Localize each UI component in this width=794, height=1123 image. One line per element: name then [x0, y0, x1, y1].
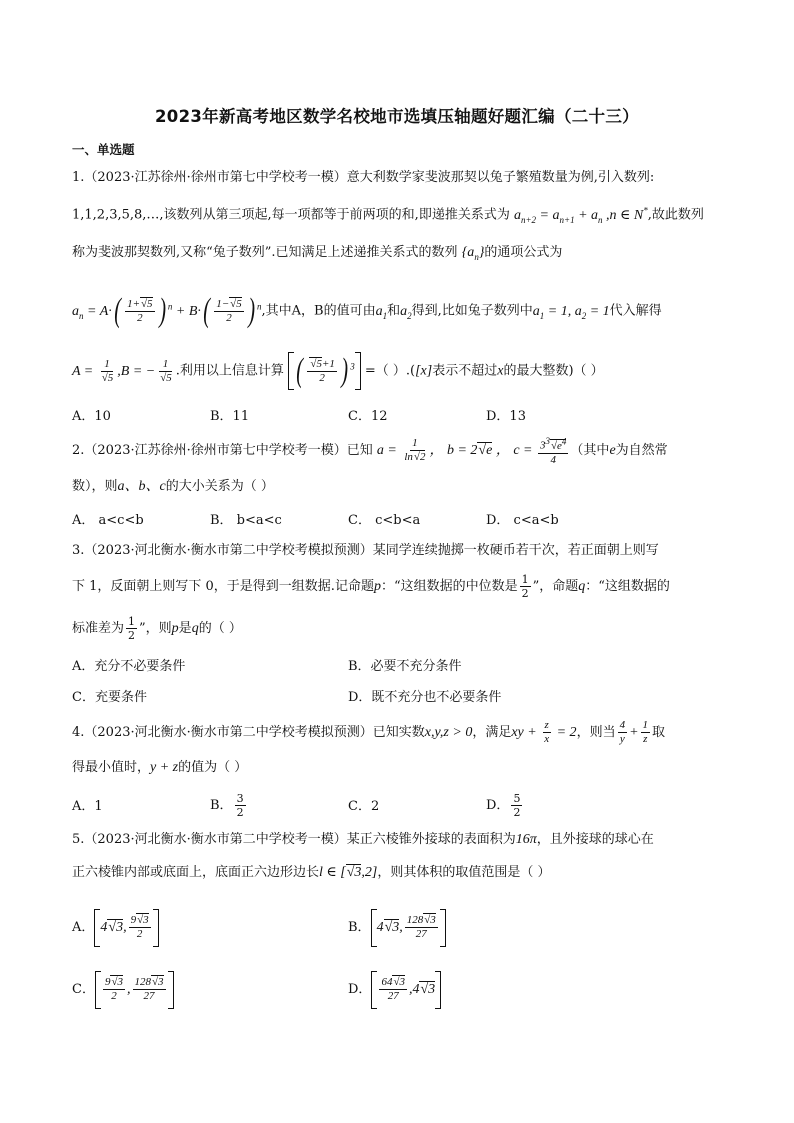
q3-text: ”，命题 — [532, 579, 579, 594]
q4-text: 的值为（ ） — [178, 760, 248, 775]
q3-option-c[interactable]: C．充要条件 — [72, 690, 147, 705]
q4-option-d[interactable] — [486, 792, 524, 819]
q3-q-symbol: q — [191, 621, 199, 636]
q5-line-2 — [72, 864, 551, 882]
q5-option-d[interactable] — [348, 970, 441, 1010]
q4-option-label: D． — [486, 798, 510, 813]
q3-line-1: 3.（2023·河北衡水·衡水市第二中学校考模拟预测）某同学连续抛掷一枚硬币若干次，若正面朝上则写 — [72, 543, 659, 558]
q4-text: ，则当 — [576, 725, 616, 740]
q1-a1: $a_1$ — [375, 303, 388, 321]
q3-p-symbol: p — [373, 579, 381, 594]
q1-general-formula: $a_n = A\cdot$( $\frac{1+√5}{2}$ ) $^n$ + B·( $\frac{1-√5}{2}$ ) $^n$ — [72, 292, 262, 330]
q2-line-1 — [72, 434, 668, 468]
q1-text: =（ ）.( — [364, 363, 416, 379]
q2-option-b[interactable]: B． b<a<c — [210, 513, 282, 528]
q1-line-1: 1.（2023·江苏徐州·徐州市第七中学校考一模）意大利数学家斐波那契以兔子繁殖数量为例,引入数列: — [72, 170, 655, 185]
q5-edge-range: l ∈ [√3,2] — [319, 865, 378, 880]
q1-sequence: 1,1,2,3,5,8,… — [72, 207, 160, 223]
q5-option-label: D． — [348, 982, 372, 997]
q5-option-c[interactable] — [72, 970, 174, 1010]
q1-coefficients: A = $\frac{1}{√5}$ ,B = − $\frac{1}{√5}$ — [72, 357, 172, 384]
q5-line-1 — [72, 831, 654, 849]
q1-line-4 — [72, 286, 662, 330]
q3-text: 下 1，反面朝上则写下 0，于是得到一组数据.记命题 — [72, 579, 374, 594]
q1-text: 表示不超过 — [432, 363, 498, 379]
q5-option-label: B． — [348, 920, 371, 935]
q1-floor-expression: ( $\frac{√5+1}{2}$ ) $^3$ — [288, 364, 361, 379]
page-title: 2023年新高考地区数学名校地市选填压轴题好题汇编（二十三） — [155, 107, 639, 126]
q4-option-d-value: $\frac{5}{2}$ — [513, 792, 521, 819]
q3-p-symbol: p — [171, 621, 179, 636]
q2-line-2 — [72, 478, 274, 496]
q3-text: ”，则 — [139, 621, 172, 636]
q4-condition: x,y,z > 0 — [424, 725, 473, 740]
q2-e-symbol: e — [609, 443, 616, 458]
q1-recurrence-formula: $a_{n+2} = a_{n+1} + a_n$ ,n ∈ N* — [513, 205, 648, 225]
q3-q-symbol: q — [578, 579, 586, 594]
q4-text: ，满足 — [472, 725, 512, 740]
q5-option-a[interactable] — [72, 908, 159, 948]
q2-text: （其中 — [570, 443, 610, 458]
q2-text: 的大小关系为（ ） — [165, 479, 274, 494]
q3-option-b[interactable]: B．必要不充分条件 — [348, 659, 462, 674]
q2-option-a[interactable]: A． a<c<b — [72, 513, 144, 528]
q2-option-d[interactable]: D． c<a<b — [486, 513, 559, 528]
q5-option-label: A． — [72, 920, 95, 935]
q1-text: ,故此数列 — [647, 207, 704, 223]
q1-text: 的最大整数)（ ） — [503, 363, 604, 379]
q1-option-b[interactable]: B．11 — [210, 409, 250, 424]
q3-option-d[interactable]: D．既不充分也不必要条件 — [348, 690, 502, 705]
q5-option-c-value: $\frac{9√3}{2}$ , $\frac{128√3}{27}$ — [95, 982, 174, 997]
q3-half-fraction: $\frac{1}{2}$ — [521, 573, 529, 600]
q1-initial-values: $a_1 = 1$, $a_2 = 1$ — [532, 303, 610, 321]
q5-text: ，则其体积的取值范围是（ ） — [377, 865, 551, 880]
q5-option-a-value: 4√3, $\frac{9√3}{2}$ — [94, 920, 158, 935]
q3-text: 的（ ） — [198, 621, 242, 636]
q1-line-3 — [72, 244, 562, 266]
q5-area: 16π — [515, 832, 537, 847]
q1-text: 的通项公式为 — [484, 245, 563, 260]
q1-option-c[interactable]: C．12 — [348, 409, 388, 424]
q4-option-label: B． — [210, 798, 233, 813]
q2-text: 为自然常 — [615, 443, 668, 458]
q2-text: 2.（2023·江苏徐州·徐州市第七中学校考一模）已知 — [72, 443, 373, 458]
q4-line-1 — [72, 716, 665, 750]
q1-option-a[interactable]: A．10 — [72, 409, 111, 424]
q1-line-5 — [72, 346, 604, 390]
q3-text: 标准差为 — [72, 621, 125, 636]
q3-text: ：“这组数据的中位数是 — [380, 579, 518, 594]
q1-x-symbol: x — [497, 363, 504, 379]
q4-text: 得最小值时， — [72, 760, 151, 775]
q1-text: ,其中A，B的值可由 — [261, 303, 376, 319]
q3-text: ：“这组数据的 — [585, 579, 670, 594]
q4-text: 4.（2023·河北衡水·衡水市第二中学校考模拟预测）已知实数 — [72, 725, 425, 740]
q5-text: 5.（2023·河北衡水·衡水市第二中学校考一模）某正六棱锥外接球的表面积为 — [72, 832, 516, 847]
q2-variables: a、b、c — [117, 479, 166, 494]
q4-option-c[interactable]: C．2 — [348, 799, 380, 814]
q5-text: 正六棱锥内部或底面上，底面正六边形边长 — [72, 865, 320, 880]
q2-option-c[interactable]: C． c<b<a — [348, 513, 421, 528]
section-heading: 一、单选题 — [72, 142, 135, 157]
q4-expression: $\frac{4}{y}$ + $\frac{1}{z}$ — [619, 719, 649, 746]
q2-definitions: a = $\frac{1}{\ln√2}$ ， b = 2√e ， c = $\frac{3^3√e^4}{4}$ — [376, 435, 567, 466]
q5-option-b[interactable] — [348, 908, 446, 948]
q3-half-fraction: $\frac{1}{2}$ — [128, 615, 136, 642]
q1-line-2 — [72, 201, 704, 228]
q1-text: 称为斐波那契数列,又称“兔子数列”.已知满足上述递推关系式的数列 — [72, 245, 458, 260]
q1-sequence-symbol: $\{a_n\}$ — [461, 245, 485, 262]
q3-line-2 — [72, 572, 670, 602]
q3-line-3 — [72, 614, 242, 644]
q1-floor-symbol: [x] — [415, 363, 433, 379]
q1-text: ,该数列从第三项起,每一项都等于前两项的和,即递推关系式为 — [159, 207, 510, 223]
q4-sum: y + z — [150, 760, 179, 775]
q5-option-b-value: 4√3, $\frac{128√3}{27}$ — [371, 920, 446, 935]
q5-text: ，且外接球的球心在 — [536, 832, 654, 847]
q1-text: 得到,比如兔子数列中 — [411, 303, 533, 319]
q1-option-d[interactable]: D．13 — [486, 409, 526, 424]
q1-text: 代入解得 — [609, 303, 662, 319]
q4-text: 取 — [652, 725, 666, 740]
q3-text: 是 — [178, 621, 192, 636]
q4-equation: xy + $\frac{z}{x}$ = 2 — [511, 719, 577, 746]
q5-option-label: C． — [72, 982, 95, 997]
q3-option-a[interactable]: A．充分不必要条件 — [72, 659, 186, 674]
q1-a2: $a_2$ — [400, 303, 412, 321]
q1-text: .利用以上信息计算 — [175, 363, 284, 379]
q1-text: 和 — [387, 303, 401, 319]
q2-text: 数），则 — [72, 479, 118, 494]
q5-option-d-value: $\frac{64√3}{27}$ ,4√3 — [371, 982, 441, 997]
q4-option-b[interactable] — [210, 792, 248, 819]
q4-option-a[interactable]: A．1 — [72, 799, 103, 814]
q4-option-b-value: $\frac{3}{2}$ — [236, 792, 244, 819]
q4-line-2 — [72, 759, 247, 777]
